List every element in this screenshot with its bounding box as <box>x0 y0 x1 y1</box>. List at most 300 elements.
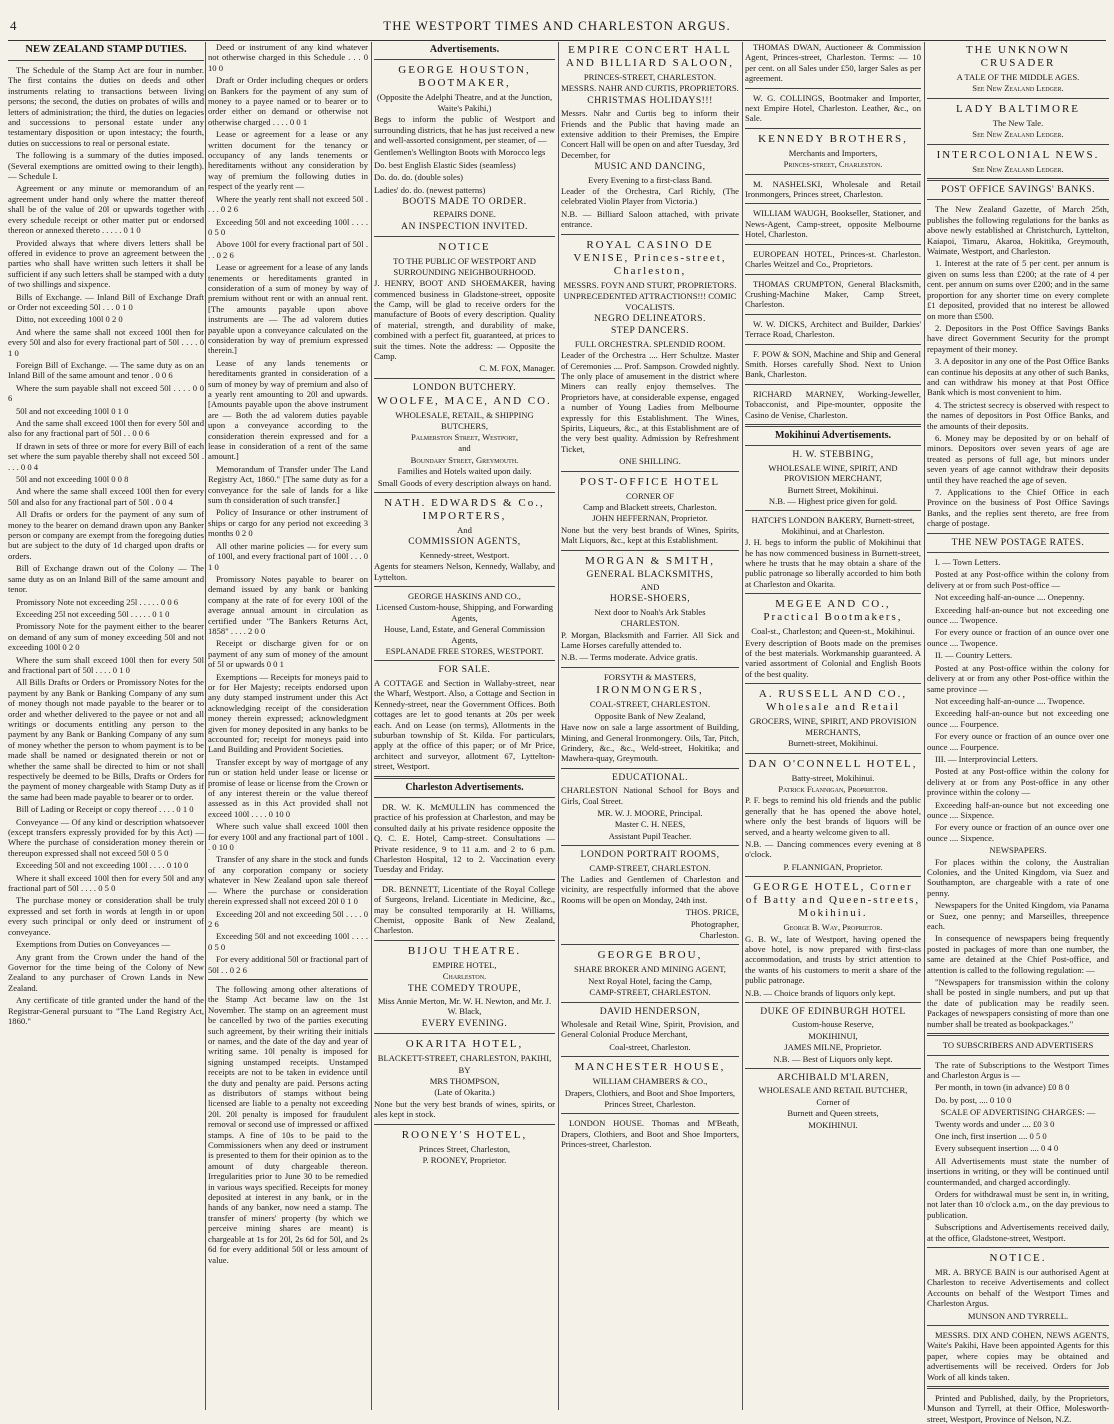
column-divider <box>371 42 372 1410</box>
ad-crumpton: THOMAS CRUMPTON, General Blacksmith, Crushing-Machine Maker, Camp Street, Charleston. <box>745 278 921 310</box>
ad-line: WHOLESALE WINE, SPIRIT, AND PROVISION MERCHANT, <box>768 462 898 484</box>
ad-title: ROONEY'S HOTEL, <box>401 1128 528 1141</box>
article-paragraph: Where the sum shall exceed 100l then for every 50l and fractional part of 50l . . . . 0 1 0 <box>8 654 204 675</box>
ad-line: Charleston. <box>699 930 739 940</box>
article-paragraph: 6. Money may be deposited by or on behalf of minors. Depositors over seven years of age are treated as persons of full age, but minors under seven years of age cannot withdraw their deposits until they have reached the age of seven. <box>927 432 1109 485</box>
ad-line: UNPRECEDENTED ATTRACTIONS!!! COMIC VOCALISTS. <box>563 291 737 312</box>
divider <box>927 533 1109 534</box>
article-paragraph: Lease or agreement for a lease or any written document for the tenancy or occupancy of any lands tenements or hereditaments without any consideration by way of premium the following duties in respect of the yearly rent — <box>208 129 368 192</box>
divider <box>208 979 368 980</box>
ad-item: Do. do. do. (double soles) <box>374 172 464 183</box>
masthead <box>8 16 1106 41</box>
ad-title: KENNEDY BROTHERS, <box>758 132 908 145</box>
ad-title: THE UNKNOWN CRUSADER <box>965 44 1071 69</box>
ad-henderson <box>561 1007 739 1053</box>
ad-address: Princes-street, Charleston. <box>783 159 883 170</box>
ad-line: Merchants and Importers, <box>788 147 878 158</box>
rate-line: For every ounce or fraction of an ounce over one ounce .... Twopence. <box>927 627 1109 648</box>
article-paragraph: Draft or Order including cheques or orders on Bankers for the payment of any sum of money to a payee named or to bearer or to order either on demand or otherwise not otherwise charged . . . . 0 0 1 <box>208 75 368 127</box>
ad-body: Leader of the Orchestra, Carl Richly, (The celebrated Violin Player from Victoria.) <box>561 186 739 207</box>
ad-russell <box>745 688 921 748</box>
article-paragraph: Transfer except by way of mortgage of any run or station held under lease or license or promise of lease or license from the Crown or of any interest therein or the value thereof assessed as in this Act provided shall not exceed 100l . . . . 0 10 0 <box>208 756 368 819</box>
ad-body: J. H. begs to inform the public of Mokihinui that he has now commenced business in Burnett-street, where he trusts that he may obtain a share of the public patronage so liberally accorded to him both at Charleston and Okarita. <box>745 537 921 589</box>
ad-duke-of-edinburgh <box>745 1007 921 1064</box>
ad-body: None but the very best brands of wines, spirits, or ales kept in stock. <box>374 1098 555 1120</box>
divider <box>374 236 555 237</box>
ad-line: See New Zealand Ledger. <box>972 83 1064 94</box>
ad-signature: P. FLANNIGAN, Proprietor. <box>783 861 883 872</box>
ad-body: Wholesale and Retail Wine, Spirit, Provision, and General Colonial Produce Merchant, <box>561 1019 739 1040</box>
rate-line: Do. by post, .... 0 10 0 <box>935 1094 1012 1105</box>
article-paragraph: If drawn in sets of three or more for every Bill of each set where the sum payable thereby shall not exceed 50l . . . . 0 0 4 <box>8 440 204 472</box>
ad-body: N.B. — Choice brands of liquors only kept. <box>745 987 896 998</box>
ad-title: ARCHIBALD M'LAREN, <box>777 1072 889 1084</box>
ad-body: CHARLESTON National School for Boys and Girls, Coal Street. <box>561 785 739 806</box>
divider <box>374 492 555 493</box>
section-heading: POST OFFICE SAVINGS' BANKS. <box>940 184 1096 196</box>
ad-line: Master C. H. NEES, <box>614 819 686 830</box>
divider <box>561 1113 739 1114</box>
article-paragraph: 2. Depositors in the Post Office Savings Banks have direct Government Security for the prompt repayment of their money. <box>927 322 1109 354</box>
ad-subtitle: TO THE PUBLIC OF WESTPORT AND SURROUNDING NEIGHBOURHOOD. <box>393 256 536 277</box>
ad-line: AND <box>640 582 660 593</box>
ad-line: Photographer, <box>690 918 739 929</box>
ad-line: AN INSPECTION INVITED. <box>401 220 528 232</box>
ad-address: CAMP-STREET, CHARLESTON. <box>589 862 711 873</box>
article-heading: NEW ZEALAND STAMP DUTIES. <box>25 44 187 55</box>
divider <box>561 768 739 769</box>
ad-line: Custom-house Reserve, <box>792 1019 874 1030</box>
column-notices <box>927 42 1109 1424</box>
rate-line: Exceeding half-an-ounce but not exceeding one ounce .... Sixpence. <box>927 799 1109 820</box>
ad-kennedy <box>745 133 921 170</box>
article-paragraph: And the same shall exceed 100l then for every 50l and also for any fractional part of 50l . . 0 0 6 <box>8 418 204 439</box>
ad-item: Ladies' do. do. (newest patterns) <box>374 184 486 195</box>
ad-stebbing <box>745 450 921 506</box>
divider <box>745 314 921 315</box>
ad-address: Burnett-street, Mokihinui. <box>788 738 878 749</box>
article-paragraph: All Bills Drafts or Orders or Promissory Notes for the payment by any Bank or Banking Company of any sum of money though not made payable to the bearer or to order and whether delivered to the payee or not and all writings or documents entitling any person to the payment by any Bank or Banking Company of any sum of money whether the person to whom payment is to be made shall be named or designated therein or not or whether the same shall be directed to him or not shall respectively be deemed to be Bills, Drafts or Orders for the payment of money chargeable with Stamp Duty as if the same had been made payable to bearer or to order. <box>8 677 204 802</box>
ad-line: (Late of Okarita.) <box>434 1087 495 1098</box>
article-paragraph: Exceeding 50l and not exceeding 100l . . . . 0 5 0 <box>208 216 368 237</box>
ad-title: DAN O'CONNELL HOTEL, <box>748 757 918 770</box>
ad-line: BOOTS MADE TO ORDER. <box>402 196 527 208</box>
ad-line: HORSE-SHOERS, <box>609 593 691 605</box>
rate-line: For every ounce or fraction of an ounce over one ounce .... Sixpence. <box>927 822 1109 843</box>
ad-address: Princes Street, Charleston, <box>418 1143 511 1154</box>
ad-pow: F. POW & SON, Machine and Ship and General Smith. Horses carefully Shod. Next to Union Bank, Charleston. <box>745 348 921 380</box>
article-paragraph: Any grant from the Crown under the hand of the Governor for the time being of the Colony of New Zealand to any purchaser of Crown Lands in New Zealand. <box>8 951 204 993</box>
section-heading: TO SUBSCRIBERS AND ADVERTISERS <box>942 1040 1094 1051</box>
article-paragraph: Exceeding 50l and not exceeding 100l . . . . 0 5 0 <box>208 931 368 952</box>
rate-line: Posted at any Post-office within the colony from delivery at or from such Post-office — <box>927 569 1109 590</box>
divider <box>561 550 739 551</box>
article-paragraph: For every additional 50l or fractional part of 50l . . 0 2 6 <box>208 954 369 975</box>
ad-line: WHOLESALE, RETAIL, & SHIPPING BUTCHERS, <box>395 410 534 431</box>
divider <box>374 940 555 941</box>
section-heading: Advertisements. <box>429 44 500 55</box>
article-paragraph: 50l and not exceeding 100l 0 1 0 <box>16 405 129 416</box>
ad-line: Corner of <box>816 1096 850 1107</box>
ad-line: WHOLESALE AND RETAIL BUTCHER, <box>758 1085 908 1096</box>
ad-line: N.B. — Best of Liquors only kept. <box>773 1053 893 1064</box>
ad-title: HATCH'S LONDON BAKERY, Burnett-street, Mokihinui, and at Charleston. <box>751 515 915 536</box>
ad-item: Do. best English Elastic Sides (seamless) <box>374 159 516 170</box>
ad-educational <box>561 773 739 841</box>
divider <box>927 1055 1109 1056</box>
divider <box>374 1124 555 1125</box>
article-paragraph: In consequence of newspapers being frequently posted in packages of more than one number, the same are detained at the Chief Post-office, and attention is called to the following regulation: — <box>927 933 1109 975</box>
ad-line: MESSRS. NAHR AND CURTIS, PROPRIETORS. <box>561 83 739 94</box>
ad-line: Patrick Flannigan, Proprietor. <box>778 783 888 794</box>
article-paragraph: 7. Applications to the Chief Office in each Province on the business of Post Office Savings Banks, and the replies sent thereto, are free from charge of postage. <box>927 487 1109 529</box>
ad-line: JOHN HEFFERNAN, Proprietor. <box>592 513 708 524</box>
ad-line: ONE SHILLING. <box>619 456 681 467</box>
ad-line: Assistant Pupil Teacher. <box>608 830 692 841</box>
ad-body: The Ladies and Gentlemen of Charleston and vicinity, are respectfully informed that the above Rooms will be open on Monday, 24th inst. <box>561 873 739 905</box>
rate-line: I. — Town Letters. <box>935 557 1001 568</box>
ad-title: MEGEE AND CO., Practical Bootmakers, <box>763 598 903 624</box>
ad-title: DAVID HENDERSON, <box>599 1005 701 1017</box>
ad-title: NOTICE. <box>989 1252 1047 1264</box>
ad-title: MORGAN & SMITH, <box>585 554 715 567</box>
ad-address: Burnett Street, Mokihinui. <box>787 484 879 495</box>
ad-line: LONDON BUTCHERY. <box>412 381 517 393</box>
article-paragraph: Any certificate of title granted under the hand of the Registrar-General pursuant to "The Land Registry Act, 1860." <box>8 995 204 1026</box>
page-number: 4 <box>10 18 17 33</box>
ad-george-hotel <box>745 881 921 998</box>
ad-address: Palmerston Street, Westport, <box>411 431 518 442</box>
column-advertisements <box>374 42 555 1410</box>
ad-body: None but the very best brands of Wines, Spirits, Malt Liquors, &c., kept at this Establishment. <box>561 524 739 546</box>
ad-body: Agents for steamers Nelson, Kennedy, Wallaby, and Lyttelton. <box>374 561 555 582</box>
ad-line: Small Goods of every description always on hand. <box>377 477 552 488</box>
ad-line: EMPIRE HOTEL, <box>432 959 497 970</box>
ad-title: NATH. EDWARDS & Co., IMPORTERS, <box>384 497 545 522</box>
rate-line: Exceeding half-an-ounce but not exceeding one ounce .... Fourpence. <box>927 708 1109 729</box>
article-paragraph: "Newspapers for transmission within the colony shall be posted in single numbers, and put up that the date of publication may be readily seen. Packages of newspapers consisting of more than one number shall be treated as bookpackages." <box>927 977 1109 1029</box>
ad-line: MESSRS. FOYN AND STURT, PROPRIETORS. <box>563 279 737 290</box>
ad-line: House, Land, Estate, and General Commission Agents, <box>384 624 545 645</box>
ad-body: P. F. begs to remind his old friends and the public generally that he has opened the above hotel, where only the best brands of liquors will be served, and a hearty welcome given to all. <box>745 795 921 837</box>
divider <box>927 178 1109 181</box>
article-paragraph: Promissory Note for the payment either to the bearer on demand of any sum of money exceeding 50l and not exceeding 100l 0 2 0 <box>8 621 204 653</box>
divider <box>927 1325 1109 1326</box>
article-paragraph: The rate of Subscriptions to the Westport Times and Charleston Argus is — <box>927 1059 1109 1080</box>
ad-london-house: LONDON HOUSE. Thomas and M'Beath, Drapers, Clothiers, and Boot and Shoe Importers, Princes-street, Charleston. <box>561 1118 739 1150</box>
divider <box>561 845 739 846</box>
ad-title: GEORGE BROU, <box>597 949 703 962</box>
ad-address: (Opposite the Adelphi Theatre, and at the Junction, Waite's Pakihi,) <box>376 92 553 113</box>
ad-signature: THOS. PRICE, <box>685 907 739 918</box>
divider <box>745 683 921 684</box>
rate-line: One inch, first insertion .... 0 5 0 <box>935 1130 1047 1141</box>
ad-address: Boundary Street, Greymouth. <box>410 454 519 465</box>
divider <box>745 88 921 89</box>
article-paragraph: The following is a summary of the duties imposed. (Several exemptions are omitted owing to their length). — Schedule I. <box>8 150 204 182</box>
rate-line: Exceeding half-an-ounce but not exceeding one ounce .... Twopence. <box>927 604 1109 626</box>
article-paragraph: Receipt or discharge given for or on payment of any sum of money of the amount of 5l or upwards 0 0 1 <box>208 638 368 670</box>
divider <box>561 471 739 472</box>
article-paragraph: 50l and not exceeding 100l 0 0 8 <box>16 474 129 485</box>
article-paragraph: Agreement or any minute or memorandum of an agreement under hand only where the matter thereof shall be of the value of 20l or upwards together with every schedule receipt or other matter put or endorsed thereon or annexed thereto . . . . . 0 1 0 <box>8 183 204 236</box>
ad-line: WILLIAM CHAMBERS & CO., <box>592 1076 708 1087</box>
ad-item: Gentlemen's Wellington Boots with Morocco legs <box>374 147 546 158</box>
divider <box>745 174 921 175</box>
ad-address: ESPLANADE FREE STORES, WESTPORT. <box>385 646 544 657</box>
divider <box>745 203 921 204</box>
ad-signature: P. ROONEY, Proprietor. <box>422 1155 507 1166</box>
divider <box>561 944 739 945</box>
divider <box>745 753 921 754</box>
rate-line: For every ounce or fraction of an ounce over one ounce .... Fourpence. <box>927 731 1109 752</box>
ad-body: J. HENRY, BOOT AND SHOEMAKER, having commenced business in Gladstone-street, opposite the Camp, will be glad to receive orders for the manufacture of Boots of every description. Quality of material, strength, and durability of make, combined with a perfect fit, guaranteed, at prices to suit the times. Note the address: — Opposite the Camp. <box>374 278 555 361</box>
column-trade-ads <box>745 42 921 1410</box>
column-stamp-duties <box>8 42 204 1410</box>
ad-line: And <box>457 525 472 535</box>
ad-title: GEORGE HOUSTON, BOOTMAKER, <box>398 64 531 90</box>
section-heading: NEWSPAPERS. <box>989 845 1047 856</box>
article-paragraph: Bill of Lading or Receipt or copy thereof . . . . 0 1 0 <box>16 804 194 815</box>
ad-line: MOKIHINUI. <box>808 1119 858 1130</box>
ad-line: NEGRO DELINEATORS. <box>594 312 706 324</box>
ad-signature: MUNSON AND TYRRELL. <box>967 1310 1069 1321</box>
article-paragraph: Transfer of any share in the stock and funds of any corporation company or society whatever in New Zealand upon sale thereof — Where the purchase or consideration therein expressed shall not exceed 20l 0 1 0 <box>208 854 368 907</box>
article-paragraph: Exemptions from Duties on Conveyances — <box>16 939 170 950</box>
column-stamp-duties-continued <box>208 42 368 1410</box>
ad-body: P. Morgan, Blacksmith and Farrier. All Sick and Lame Horses carefully attended to. <box>561 629 739 651</box>
ad-body: A COTTAGE and Section in Wallaby-street, near the Wharf, Westport. Also, a Cottage and Section in Kennedy-street, near the Government Offices. Both cottages are let to good tenants at 20s per week each. And on Lease (on terms), Allotments in the suburban township of St. Kilda. For particulars, apply at the office of this paper; or of Mr Price, architect and surveyor, allotment 67, Lyttelton-street, Westport. <box>374 677 555 772</box>
ad-title: POST-OFFICE HOTEL <box>579 475 721 488</box>
rate-line: Every subsequent insertion .... 0 4 0 <box>935 1143 1059 1154</box>
article-paragraph: Promissory Note not exceeding 25l . . . . . 0 0 6 <box>16 596 179 607</box>
divider <box>745 1002 921 1003</box>
ad-title: BIJOU THEATRE. <box>407 944 522 957</box>
divider <box>8 60 204 61</box>
article-paragraph: Where the sum payable shall not exceed 50l . . . . 0 0 6 <box>8 382 204 404</box>
ad-line: George B. Way, Proprietor. <box>783 922 883 933</box>
ad-post-office-hotel <box>561 476 739 546</box>
section-heading: SCALE OF ADVERTISING CHARGES: — <box>940 1107 1096 1118</box>
article-paragraph: Where the yearly rent shall not exceed 50l . . . . 0 2 6 <box>208 193 368 215</box>
divider <box>561 1002 739 1003</box>
ad-waugh: WILLIAM WAUGH, Bookseller, Stationer, and News-Agent, Camp-street, opposite Melbourne Hotel, Charleston. <box>745 208 921 240</box>
ad-marney: RICHARD MARNEY, Working-Jeweller, Tobacconist, and Pipe-mounter, opposite the Casino de Venise, Charleston. <box>745 388 921 420</box>
ad-body: Have now on sale a large assortment of Building, Mining, and General Ironmongery. Oils, Tar, Pitch, Grindery, &c., &c., Weld-street, Hokitika; and Mawhera-quay, Greymouth. <box>561 722 739 764</box>
ad-european: EUROPEAN HOTEL, Princes-st. Charleston. Charles Weitzel and Co., Proprietors. <box>745 248 921 270</box>
ad-hatch <box>745 515 921 589</box>
article-paragraph: Bill of Exchange drawn out of the Colony — The same duty as on an Inland Bill of the same amount and tenor. <box>8 563 204 595</box>
ad-line: JAMES MILNE, Proprietor. <box>784 1042 882 1053</box>
ad-line: Miss Annie Merton, Mr. W. H. Newton, and Mr. J. W. Black, <box>377 996 552 1017</box>
article-paragraph: The purchase money or consideration shall be truly expressed and set forth in words at length in or upon every such principal or only deed or instrument of conveyance. <box>8 895 204 937</box>
column-divider <box>205 42 206 1410</box>
divider <box>374 1033 555 1034</box>
ad-royal-casino <box>561 239 739 467</box>
ad-line: Every Evening to a first-class Band. <box>587 174 713 185</box>
ad-dicks: W. W. DICKS, Architect and Builder, Darkies' Terrace Road, Charleston. <box>745 318 921 340</box>
ad-line: GENERAL BLACKSMITHS, <box>586 568 714 580</box>
ad-megee <box>745 598 921 679</box>
ad-bijou <box>374 945 555 1029</box>
ad-empire-concert-hall <box>561 44 739 230</box>
ad-line: See New Zealand Ledger. <box>972 163 1064 174</box>
ad-body: G. B. W., late of Westport, having opened the above hotel, is now prepared with first-class accommodation, and trusts by strict attention to the wants of his customers to merit a share of the public patronage. <box>745 933 921 986</box>
article-paragraph: Conveyance — Of any kind or description whatsoever (except transfers expressly provided for by this Act) — Where the purchase of consideration money therein or thereupon expressed shall not exceed 50l 0 5 0 <box>8 816 204 858</box>
ad-line: MR. W. J. MOORE, Principal. <box>597 807 703 818</box>
ad-address: Camp and Blackett streets, Charleston. <box>583 502 717 512</box>
section-heading: Charleston Advertisements. <box>405 781 524 793</box>
ad-address: Princes Street, Charleston. <box>604 1099 696 1110</box>
ad-line: MOKIHINUI, <box>808 1030 858 1041</box>
article-paragraph: All Drafts or orders for the payment of any sum of money to the bearer on demand drawn upon any Banker person or company are exempt from the foregoing duties but are subject to the duty of 1d charged upon drafts or orders. <box>8 509 204 561</box>
ad-okarita <box>374 1038 555 1119</box>
article-paragraph: Orders for withdrawal must be sent in, in writing, not later than 10 o'clock a.m., on the day previous to publication. <box>927 1188 1109 1220</box>
rate-line: Twenty words and under .... £0 3 0 <box>935 1118 1055 1129</box>
ad-houston <box>374 64 555 232</box>
article-paragraph: All Advertisements must state the number of insertions in writing, or they will be continued until countermanded, and charged accordingly. <box>927 1155 1109 1187</box>
ad-line: Licensed Custom-house, Shipping, and Forwarding Agents, <box>375 602 554 623</box>
rate-line: Not exceeding half-an-ounce .... Twopence. <box>935 695 1085 706</box>
divider <box>927 144 1109 145</box>
ad-body: N.B. — Billiard Saloon attached, with private entrance. <box>561 208 739 230</box>
ad-address: COAL-STREET, CHARLESTON. <box>589 699 711 710</box>
divider <box>927 1386 1109 1389</box>
ad-edwards <box>374 497 555 582</box>
ad-dwan: THOMAS DWAN, Auctioneer & Commission Agent, Princes-street, Charleston. Terms: — 10 per cent. on all Sales under £50, larger Sales as per agreement. <box>745 42 921 84</box>
ad-line: MUSIC AND DANCING, <box>594 161 706 173</box>
article-paragraph: Subscriptions and Advertisements received daily, at the office, Gladstone-street, Westport. <box>927 1222 1109 1243</box>
divider <box>561 1056 739 1057</box>
ad-title: WOOLFE, MACE, AND CO. <box>377 395 552 408</box>
ad-address: Kennedy-street, Westport. <box>419 549 510 560</box>
ad-address: Coal-st., Charleston; and Queen-st., Mokihinui. <box>751 626 915 637</box>
rate-line: III. — Interprovincial Letters. <box>935 753 1038 764</box>
ad-mcmullin: DR. W. K. McMULLIN has commenced the practice of his profession at Charleston, and may be consulted daily at his private residence opposite the Q. C. E. Hotel, Camp-street. Consultations — Private residence, 9 to 11 a.m. and 2 to 6 p.m. Charleston Hospital, 12 to 2. Vaccination every Tuesday and Friday. <box>374 801 555 875</box>
ad-line: REPAIRS DONE. <box>433 209 496 220</box>
divider <box>745 445 921 446</box>
ad-title: FORSYTH & MASTERS, <box>604 671 696 682</box>
ad-line: Opposite Bank of New Zealand, <box>594 710 706 721</box>
article-paragraph: Where it shall exceed 100l then for every 50l and any fractional part of 50l . . . . 0 5 0 <box>8 872 204 894</box>
article-paragraph: Lease of any lands tenements or hereditaments granted in consideration of a sum of money by way of premium and also of a yearly rent amounting to 20l and upwards. [Amounts payable upon the above instrument are — Both the ad valorem duties payable upon a conveyance according to the consideration therein expressed and for a lease in consideration of a rent of the same amount.] <box>208 357 368 462</box>
article-paragraph: The following among other alterations of the Stamp Act became law on the 1st November. The stamp on an agreement must be cancelled by two of the parties executing such agreement, by their writing their initials or names, and the date of the day and year of writing same. 10l penalty is imposed for signing unstamped receipts. Unstamped receipts are not to be taken in evidence until the duty and penalty are paid. Persons acting as distributors of stamps without being licensed are liable to a penalty not exceeding 20l. 20l penalty is imposed for fraudulent removal or second use of impressed or affixed stamps. A fine of 10s to be paid to the Commissioners when any deed or instrument is presented to them for their opinion as to the amount of duty chargeable thereon. Irregularities prior to June 30 to be remedied in various ways specified. Receipts for money deposited at interest in any bank, or in the hands of any banker, now need a stamp. The transfer of miners' property (by which we perceive mining shares are meant) is chargeable at 1s for 20l, 2s 6d for 50l, and 2s 6d for every additional 50l or less amount of value. <box>208 983 368 1265</box>
article-paragraph: The New Zealand Gazette, of March 25th, publishes the following regulations for the banks as above newly established at Christchurch, Lyttelton, Kaiapoi, Timaru, Akaroa, Hokitika, Greymouth, Waimate, Westport, and Charleston. <box>927 204 1109 257</box>
article-paragraph: Ditto, not exceeding 100l 0 2 0 <box>16 314 123 325</box>
ad-title: H. W. STEBBING, <box>792 449 874 461</box>
article-paragraph: Exceeding 50l and not exceeding 100l . . . . 0 10 0 <box>16 860 189 871</box>
article-paragraph: Exceeding 25l not exceeding 50l . . . . . 0 1 0 <box>16 608 170 619</box>
divider <box>745 510 921 511</box>
ad-body: Every description of Boots made on the premises of the best materials. Workmanship guaranteed. A varied assortment of Colonial and English Boots of the best quality. <box>745 637 921 679</box>
ad-line: CAMP-STREET, CHARLESTON. <box>589 987 711 998</box>
ad-title: A. RUSSELL AND CO., Wholesale and Retail <box>758 688 908 714</box>
divider <box>927 98 1109 99</box>
rate-line: Posted at any Post-office within the colony for delivery at or from any other Post-office within the same province — <box>927 662 1109 694</box>
article-paragraph: Above 100l for every fractional part of 50l . . . 0 2 6 <box>208 239 368 260</box>
ad-title: EDUCATIONAL. <box>611 771 689 783</box>
section-heading: THE NEW POSTAGE RATES. <box>951 536 1085 548</box>
section-heading: Mokihinui Advertisements. <box>774 429 892 441</box>
article-paragraph: 3. A depositor in any one of the Post Office Banks can continue his deposits at any other of such Banks, and can withdraw his money at that Post Office Bank which is most convenient to him. <box>927 356 1109 398</box>
ad-address: PRINCES-STREET, CHARLESTON. <box>583 72 717 82</box>
divider <box>745 274 921 275</box>
newspaper-title: THE WESTPORT TIMES AND CHARLESTON ARGUS. <box>383 18 731 33</box>
ad-line: BY <box>458 1064 471 1075</box>
ad-address: Burnett and Queen streets, <box>787 1108 879 1119</box>
divider <box>927 1033 1109 1036</box>
article-paragraph: And where the same shall exceed 100l then for every 50l and also for any fractional part of 50l . 0 0 4 <box>8 486 204 507</box>
ad-line: Drapers, Clothiers, and Boot and Shoe Importers, <box>564 1087 736 1098</box>
ad-line: COMMISSION AGENTS, <box>408 536 521 548</box>
ad-body: MR. A. BRYCE BAIN is our authorised Agent at Charleston to receive Advertisements and collect Accounts on behalf of the Westport Times and Charleston Argus. <box>927 1267 1109 1309</box>
ad-line: CHARLESTON. <box>620 618 680 629</box>
ad-title: OKARITA HOTEL, <box>405 1038 524 1051</box>
divider <box>927 1247 1109 1248</box>
article-paragraph: All other marine policies — for every sum of 100l, and every fractional part of 100l . . . 0 1 0 <box>208 540 368 572</box>
ad-nashelski: M. NASHELSKI, Wholesale and Retail Ironmongers, Princes street, Charleston. <box>745 178 921 200</box>
article-paragraph: 1. Interest at the rate of 5 per cent. per annum is given on sums less than £200; at the rate of 4 per cent. per annum on sums over £200; and in the same proportion for any shorter time on every complete £1 deposited, provided that no interest be allowed on more than £500. <box>927 258 1109 321</box>
article-paragraph: Provided always that where divers letters shall be offered in evidence to prove an agreement between the parties who shall have written such letters it shall be sufficient if any such letters shall be stamped with a duty of two shillings and sixpence. <box>8 237 204 290</box>
ad-title: LONDON PORTRAIT ROOMS, <box>580 849 720 861</box>
ad-mclaren <box>745 1073 921 1130</box>
ad-collings: W. G. COLLINGS, Bootmaker and Importer, next Empire Hotel, Charleston. Leather, &c., on Sale. <box>745 92 921 124</box>
ad-line: GROCERS, WINE, SPIRIT, AND PROVISION MERCHANTS, <box>749 716 917 737</box>
imprint: Printed and Published, daily, by the Proprietors, Munson and Tyrrell, at their Office, Molesworth-street, Westport, Province of Nelson, N.Z. <box>927 1393 1109 1424</box>
ad-dix-cohen: MESSRS. DIX AND COHEN, NEWS AGENTS, Waite's Pakihi, Have been appointed Agents for this paper, where copies may be obtained and advertisements will be received. Orders for Job Work of all kinds taken. <box>927 1330 1109 1382</box>
divider <box>374 776 555 779</box>
column-divider <box>924 42 925 1410</box>
ad-line: CHRISTMAS HOLIDAYS!!! <box>587 94 713 106</box>
ad-body: Begs to inform the public of Westport and surrounding districts, that he has just received a new and well-assorted consignment, per steamer, of — <box>374 114 555 146</box>
divider <box>745 384 921 385</box>
divider <box>745 1068 921 1069</box>
divider <box>745 244 921 245</box>
ad-title: FOR SALE. <box>438 664 491 676</box>
rate-line: Not exceeding half-an-ounce .... Onepenny. <box>935 592 1085 603</box>
ad-body: Messrs. Nahr and Curtis beg to inform their Friends and the Public that having made an extensive addition to their Premises, the Empire Concert Hall will be open on and after Tuesday, 3rd December, for <box>561 108 739 160</box>
ad-title: GEORGE HASKINS AND CO., <box>408 591 521 602</box>
article-paragraph: Where such value shall exceed 100l then for every 100l and any fractional part of 100l . . 0 10 0 <box>208 821 368 853</box>
ad-morgan-smith <box>561 555 739 663</box>
ad-title: MANCHESTER HOUSE, <box>574 1061 726 1074</box>
ad-body: N.B. — Terms moderate. Advice gratis. <box>561 652 698 663</box>
ad-line: Charleston. <box>442 971 487 982</box>
article-paragraph: And where the same shall not exceed 100l then for every 50l and also for every fractional part of 50l . . . . 0 1 0 <box>8 326 204 358</box>
article-paragraph: The Schedule of the Stamp Act are four in number. The first contains the duties on deeds and other instruments relating to transactions between living persons; the second, the duties on probates of wills and letters of administration; the third, the duties on legacies and successions to personal estate under any testamentary disposition or upon intestacy; the fourth, duties on successions to real or personal estate. <box>8 65 204 148</box>
divider <box>374 660 555 661</box>
ad-line: EVERY EVENING. <box>421 1017 508 1029</box>
ad-subtitle: A TALE OF THE MIDDLE AGES. <box>956 72 1080 82</box>
divider <box>561 234 739 235</box>
ad-bennett: DR. BENNETT, Licentiate of the Royal College of Surgeons, Ireland. Licentiate in Medicine, &c., may be consulted temporarily at H. Williams, Chemist, opposite Bank of New Zealand, Charleston. <box>374 883 555 936</box>
column-charleston-ads <box>561 42 739 1410</box>
ad-title: DUKE OF EDINBURGH HOTEL <box>760 1006 906 1017</box>
ad-line: See New Zealand Ledger. <box>972 129 1064 140</box>
divider <box>927 199 1109 200</box>
article-paragraph: Deed or instrument of any kind whatever not otherwise charged in this Schedule . . . 0 10 0 <box>208 42 368 73</box>
divider <box>374 879 555 880</box>
ad-oconnell <box>745 758 921 873</box>
divider <box>745 876 921 877</box>
divider <box>561 667 739 668</box>
ad-portrait-rooms <box>561 850 739 940</box>
ad-signature: C. M. FOX, Manager. <box>479 363 555 374</box>
divider <box>745 344 921 345</box>
rate-line: II. — Country Letters. <box>935 650 1013 661</box>
ad-title: ROYAL CASINO DE VENISE, Princes-street, Charleston, <box>573 238 727 277</box>
article-paragraph: Newspapers for the United Kingdom, via Panama or Suez, one penny; and Marseilles, threepence each. <box>927 900 1109 932</box>
